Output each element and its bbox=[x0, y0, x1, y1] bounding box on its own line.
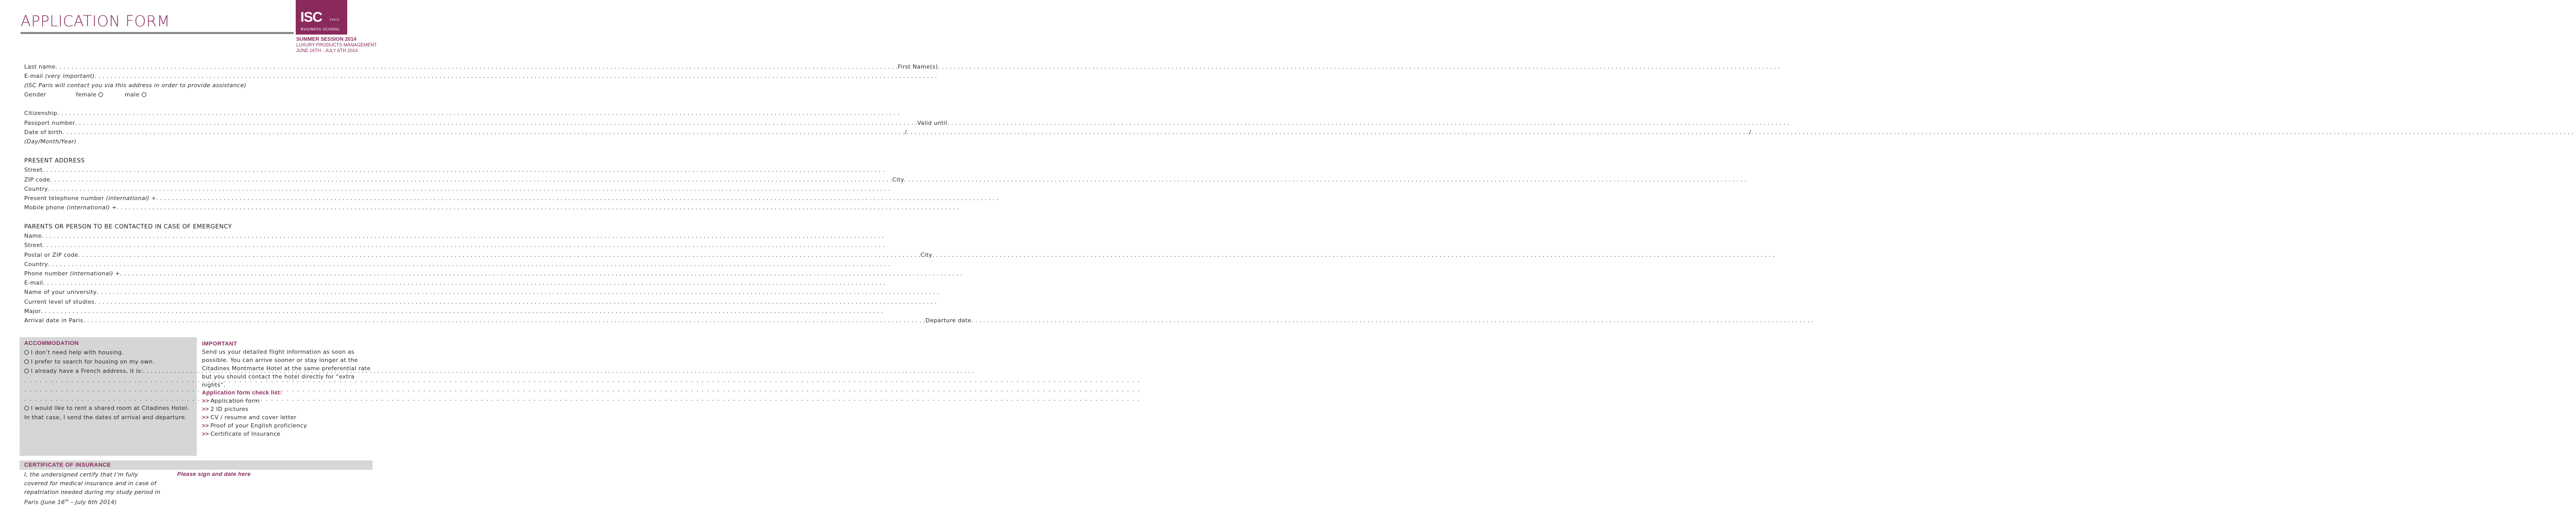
mobile-field[interactable] bbox=[117, 204, 959, 212]
passport-row bbox=[24, 119, 947, 127]
important-section bbox=[202, 340, 377, 389]
passport-label: Passport number bbox=[24, 120, 75, 126]
telephone-row: Present telephone number (international) + . . . bbox=[24, 194, 368, 203]
option-4-radio[interactable] bbox=[24, 406, 29, 410]
street-row bbox=[24, 166, 370, 174]
first-name-label: First Name(s) bbox=[897, 63, 938, 70]
emergency-country-row bbox=[24, 260, 374, 269]
page-title: APPLICATION FORM bbox=[21, 12, 171, 30]
emergency-name-field[interactable] bbox=[42, 232, 884, 240]
emergency-city-label: City bbox=[920, 252, 933, 258]
university-label: Name of your university bbox=[24, 289, 97, 295]
option-1-radio[interactable] bbox=[24, 350, 29, 355]
emergency-phone-note: (international) bbox=[70, 270, 113, 277]
email-row bbox=[24, 72, 369, 80]
last-name-label: Last name bbox=[24, 63, 56, 70]
street-field[interactable] bbox=[43, 166, 885, 174]
telephone-note: (international) bbox=[106, 195, 149, 202]
street-label: Street bbox=[24, 167, 43, 173]
signature-prompt[interactable]: Please sign and date here bbox=[177, 471, 251, 477]
checklist-item: >> Application form bbox=[202, 398, 260, 404]
option-3-radio[interactable] bbox=[24, 369, 29, 373]
arrival-field[interactable] bbox=[83, 317, 926, 325]
checklist-item: >> Proof of your English proficiency bbox=[202, 422, 307, 429]
french-address-line-2[interactable] bbox=[24, 376, 186, 385]
emergency-phone-row: Phone number (international) + . . . bbox=[24, 270, 374, 278]
accommodation-option-3[interactable]: I already have a French address, it is: . . . bbox=[24, 367, 186, 376]
logo-subtitle: BUSINESS SCHOOL bbox=[301, 27, 340, 31]
emergency-postal-label: Postal or ZIP code bbox=[24, 252, 78, 258]
departure-field[interactable] bbox=[971, 317, 1814, 325]
accommodation-option-2[interactable]: I prefer to search for housing on my own. bbox=[24, 357, 186, 367]
major-field[interactable] bbox=[41, 307, 883, 316]
emergency-street-row bbox=[24, 241, 374, 250]
mobile-row: Mobile phone (international) + . . . bbox=[24, 204, 370, 212]
valid-until-label: Valid until bbox=[917, 120, 947, 126]
studies-field[interactable] bbox=[95, 298, 937, 306]
certificate-heading: CERTIFICATE OF INSURANCE bbox=[24, 462, 111, 468]
emergency-street-field[interactable] bbox=[43, 241, 885, 250]
option-4-note: In that case, I send the dates of arrival and departure. bbox=[24, 414, 187, 421]
session-title: SUMMER SESSION 2014 bbox=[296, 37, 357, 42]
dob-label: Date of birth bbox=[24, 129, 63, 136]
citizenship-row bbox=[24, 109, 374, 118]
important-text: Send us your detailed flight information as soon as possible. You can arrive sooner or stay longer at the Citadines Montmarte Hotel at the same preferential rate but you should contact the hotel directly for “extra nights”. bbox=[202, 349, 371, 388]
city-label: City bbox=[892, 176, 905, 183]
emergency-name-row bbox=[24, 232, 374, 240]
city-field[interactable] bbox=[904, 176, 1747, 184]
university-row bbox=[24, 288, 374, 296]
certificate-text: I, the undersigned certify that I’m fully covered for medical insurance and in case of repatriation needed during my study period in Paris (June 16th – July 6th 2014) bbox=[24, 471, 161, 506]
citizenship-field[interactable] bbox=[57, 109, 900, 118]
checklist-heading: Application form check list: bbox=[202, 390, 282, 396]
zip-field[interactable] bbox=[50, 176, 892, 184]
emergency-country-label: Country bbox=[24, 261, 48, 268]
name-row bbox=[24, 63, 938, 71]
studies-row bbox=[24, 298, 374, 306]
female-label: female bbox=[76, 91, 97, 98]
passport-field[interactable] bbox=[75, 119, 918, 127]
email-label: E-mail bbox=[24, 73, 43, 79]
title-rule bbox=[21, 32, 294, 34]
emergency-country-field[interactable] bbox=[48, 260, 890, 269]
country-label: Country bbox=[24, 186, 48, 192]
logo-paris: PARIS bbox=[330, 19, 340, 22]
checklist-item: >> Certificate of Insurance bbox=[202, 431, 281, 437]
zip-row bbox=[24, 176, 905, 184]
session-dates: JUNE 16TH - JULY 6TH 2014 bbox=[296, 48, 358, 53]
accommodation-option-1[interactable]: I don’t need help with housing. bbox=[24, 348, 186, 357]
mobile-label: Mobile phone bbox=[24, 204, 65, 211]
arrival-row bbox=[24, 317, 972, 325]
dob-row: Date of birth . . . / . . . / . . . bbox=[24, 128, 374, 137]
departure-label: Departure date bbox=[925, 317, 972, 324]
gender-row bbox=[24, 91, 146, 99]
checklist-item: >> 2 ID pictures bbox=[202, 406, 249, 412]
gender-label: Gender bbox=[24, 91, 46, 98]
country-row bbox=[24, 185, 370, 193]
dob-month-field[interactable] bbox=[907, 128, 1749, 137]
dob-format: (Day/Month/Year) bbox=[24, 138, 77, 145]
isc-logo bbox=[296, 0, 347, 35]
major-label: Major bbox=[24, 308, 41, 315]
mobile-note: (international) bbox=[66, 204, 110, 211]
important-heading: IMPORTANT bbox=[202, 341, 238, 347]
emergency-email-label: E-mail bbox=[24, 279, 43, 286]
logo-mark: ISC bbox=[300, 9, 323, 25]
valid-until-field[interactable] bbox=[947, 119, 1790, 127]
telephone-label: Present telephone number bbox=[24, 195, 104, 202]
option-2-radio[interactable] bbox=[24, 359, 29, 364]
male-radio[interactable] bbox=[142, 92, 146, 97]
french-address-line-4[interactable] bbox=[24, 394, 186, 404]
major-row bbox=[24, 307, 374, 316]
email-field[interactable] bbox=[95, 72, 937, 80]
dob-day-field[interactable] bbox=[62, 128, 905, 137]
accommodation-heading: ACCOMMODATION bbox=[24, 340, 79, 346]
dob-year-field[interactable] bbox=[1751, 128, 2576, 137]
female-radio[interactable] bbox=[98, 92, 103, 97]
university-field[interactable] bbox=[97, 288, 939, 296]
emergency-email-row bbox=[24, 279, 374, 287]
telephone-field[interactable] bbox=[156, 194, 998, 203]
checklist-section bbox=[202, 389, 377, 438]
emergency-phone-field[interactable] bbox=[120, 270, 962, 278]
emergency-postal-field[interactable] bbox=[78, 251, 921, 259]
arrival-label: Arrival date in Paris bbox=[24, 317, 83, 324]
zip-label: ZIP code bbox=[24, 176, 50, 183]
emergency-phone-label: Phone number bbox=[24, 270, 68, 277]
citizenship-label: Citizenship bbox=[24, 110, 58, 117]
accommodation-option-4[interactable]: I would like to rent a shared room at Citadines Hotel. bbox=[24, 404, 186, 413]
last-name-field[interactable] bbox=[56, 63, 898, 71]
program-name: LUXURY PRODUCTS MANAGEMENT bbox=[296, 42, 377, 47]
accommodation-box bbox=[20, 337, 197, 456]
first-name-field[interactable] bbox=[938, 63, 1781, 71]
session-info bbox=[296, 37, 394, 54]
french-address-line-3[interactable] bbox=[24, 385, 186, 394]
emergency-email-field[interactable] bbox=[43, 279, 886, 287]
contact-note: (ISC Paris will contact you via this address in order to provide assistance) bbox=[24, 82, 247, 89]
emergency-street-label: Street bbox=[24, 242, 43, 249]
country-field[interactable] bbox=[48, 185, 890, 193]
emergency-city-field[interactable] bbox=[933, 251, 1775, 259]
emergency-postal-row bbox=[24, 251, 933, 259]
emergency-heading: PARENTS OR PERSON TO BE CONTACTED IN CASE OF EMERGENCY bbox=[24, 223, 232, 230]
present-address-heading: PRESENT ADDRESS bbox=[24, 157, 85, 164]
checklist-item: >> CV / resume and cover letter bbox=[202, 414, 297, 421]
email-note: (very important) bbox=[45, 73, 95, 79]
emergency-name-label: Name bbox=[24, 233, 42, 239]
male-label: male bbox=[125, 91, 140, 98]
studies-label: Current level of studies bbox=[24, 299, 95, 305]
